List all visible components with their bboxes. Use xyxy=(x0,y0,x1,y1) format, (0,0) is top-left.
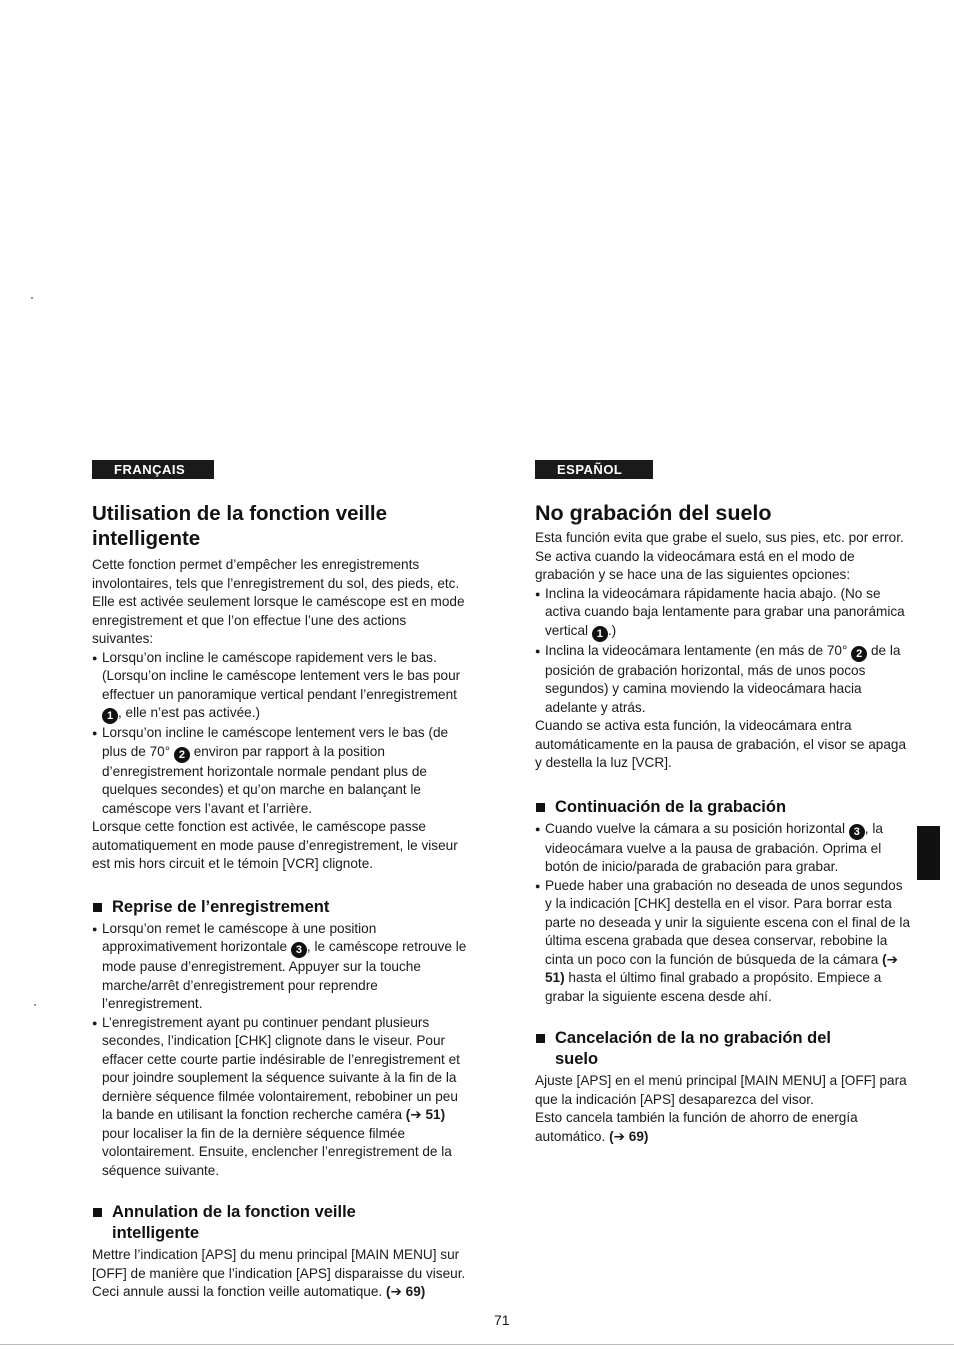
circled-number-icon: 2 xyxy=(851,646,867,662)
heading-line: Annulation de la fonction veille xyxy=(112,1203,356,1221)
circled-number-icon: 3 xyxy=(291,942,307,958)
bullet-text: Puede haber una grabación no deseada de unos segundos y la indicación [CHK] destella en el visor. Para borrar esta parte no deseada y unir la siguiente escena con el final de la última escena grabada que desea conservar, rebobine la cinta un poco con la función de búsqueda de la cámara xyxy=(545,877,911,967)
spanish-section3-text: Ajuste [APS] en el menú principal [MAIN MENU] a [OFF] para que la indicación [APS] desaparezca del visor. xyxy=(535,1073,907,1107)
spanish-column xyxy=(535,460,910,1146)
spanish-after-bullets: Cuando se activa esta función, la videocámara entra automáticamente en la pausa de grabación, el visor se apaga y destella la luz [VCR]. xyxy=(535,718,907,770)
french-after-bullets: Lorsque cette fonction est activée, le caméscope passe automatiquement en mode pause d’enregistrement, le viseur est mis hors circuit et le témoin [VCR] clignote. xyxy=(92,819,458,871)
section-tab-marker xyxy=(917,826,940,880)
page-reference: (➔ 51) xyxy=(405,1107,446,1122)
spanish-bullet-list xyxy=(535,585,910,718)
page-number: 71 xyxy=(494,1312,510,1328)
bullet-text: de la posición de grabación horizontal, más de unos pocos segundos) y camina moviendo la videocámara hacia adelante y atrás. xyxy=(545,642,901,715)
language-tab-french: FRANÇAIS xyxy=(92,460,214,479)
bullet-text: , le caméscope retrouve le mode pause d’enregistrement. Appuyer sur la touche marche/arrêt d’enregistrement pour reprendre l’enregistrement. xyxy=(102,939,467,1011)
heading-line: suelo xyxy=(555,1050,599,1068)
french-section3-text: Mettre l’indication [APS] du menu principal [MAIN MENU] sur [OFF] de manière que l’indication [APS] disparaisse du viseur. xyxy=(92,1247,466,1281)
page-reference: (➔ 69) xyxy=(385,1284,426,1299)
bullet-text: Lorsqu’on incline le caméscope lentement vers le bas (de plus de 70° xyxy=(102,725,449,759)
french-title: Utilisation de la fonction veille intelligente xyxy=(92,502,388,550)
scan-speck xyxy=(31,297,33,299)
circled-number-icon: 3 xyxy=(849,824,865,840)
bullet-text: Cuando vuelve la cámara a su posición horizontal xyxy=(545,820,849,836)
spanish-section-heading: Continuación de la grabación xyxy=(535,797,910,818)
language-tab-spanish: ESPAÑOL xyxy=(535,460,653,479)
bullet-text: L’enregistrement ayant pu continuer pendant plusieurs secondes, l’indication [CHK] clignote dans le viseur. Pour effacer cette courte partie indésirable de l’enregistrement et pour joindre souplement la séquence suivante à la fin de la dernière séquence filmée volontairement, rebobiner un peu la bande en utilisant la fonction recherche caméra xyxy=(102,1014,460,1122)
bullet-text: , elle n’est pas activée.) xyxy=(118,705,261,720)
french-intro: Cette fonction permet d’empêcher les enregistrements involontaires, tels que l’enregistrement du sol, des pieds, etc. Elle est activée seulement lorsque le caméscope est en mode enregistrement et que l’on effectue l’une des actions suivantes: xyxy=(92,557,465,646)
bullet-text: Inclina la videocámara rápidamente hacia abajo. (No se activa cuando baja lentamente para grabar una panorámica vertical xyxy=(545,585,905,638)
french-section2-list xyxy=(92,920,470,1181)
list-item xyxy=(535,877,910,1007)
spanish-section3-text xyxy=(535,1109,910,1146)
circled-number-icon: 2 xyxy=(174,747,190,763)
list-item xyxy=(92,649,470,725)
circled-number-icon: 1 xyxy=(102,708,118,724)
french-section-heading xyxy=(92,1202,470,1244)
list-item xyxy=(535,585,910,642)
bottom-rule xyxy=(0,1344,954,1345)
paragraph-text: Esto cancela también la función de ahorro de energía automático. xyxy=(535,1110,858,1144)
spanish-intro: Esta función evita que grabe el suelo, sus pies, etc. por error. Se activa cuando la videocámara está en el modo de grabación y se hace una de las siguientes opciones: xyxy=(535,530,904,582)
bullet-text: environ par rapport à la position d’enregistrement horizontale normale pendant plus de quelques secondes) et qu’on marche en balançant le caméscope vers l’avant et l’arrière. xyxy=(102,743,427,816)
heading-line: Cancelación de la no grabación del xyxy=(555,1029,831,1047)
bullet-text: Lorsqu’on incline le caméscope rapidement vers le bas. (Lorsqu’on incline le caméscope lentement vers le bas pour effectuer un panoramique vertical pendant l’enregistrement xyxy=(102,649,461,702)
page-reference: (➔ 51) xyxy=(545,951,898,985)
french-section-heading: Reprise de l’enregistrement xyxy=(92,897,470,918)
bullet-text: .) xyxy=(607,622,617,638)
bullet-text: , la videocámara vuelve a la pausa de grabación. Oprima el botón de inicio/parada de grabación para grabar. xyxy=(545,820,883,874)
spanish-title: No grabación del suelo xyxy=(535,501,772,525)
french-section3-text xyxy=(92,1283,470,1302)
heading-line: intelligente xyxy=(112,1224,200,1242)
spanish-section-heading xyxy=(535,1028,910,1070)
list-item xyxy=(92,920,470,1014)
list-item xyxy=(92,724,470,818)
list-item xyxy=(535,642,910,718)
bullet-text: pour localiser la fin de la dernière séquence filmée volontairement. Ensuite, enclencher l’enregistrement de la séquence suivante. xyxy=(102,1125,452,1178)
bullet-text: hasta el último final grabado a propósito. Empiece a grabar la siguiente escena desde ahí. xyxy=(545,970,882,1004)
bullet-text: Inclina la videocámara lentamente (en más de 70° xyxy=(545,642,852,658)
paragraph-text: Ceci annule aussi la fonction veille automatique. xyxy=(92,1284,386,1299)
spanish-section2-list xyxy=(535,820,910,1007)
circled-number-icon: 1 xyxy=(592,626,608,642)
bullet-text: Lorsqu’on remet le caméscope à une position approximativement horizontale xyxy=(102,920,377,954)
list-item xyxy=(92,1014,470,1181)
list-item xyxy=(535,820,910,877)
french-bullet-list xyxy=(92,649,470,819)
page-reference: (➔ 69) xyxy=(609,1128,649,1144)
scan-speck xyxy=(34,1004,36,1006)
french-column xyxy=(92,460,470,1302)
